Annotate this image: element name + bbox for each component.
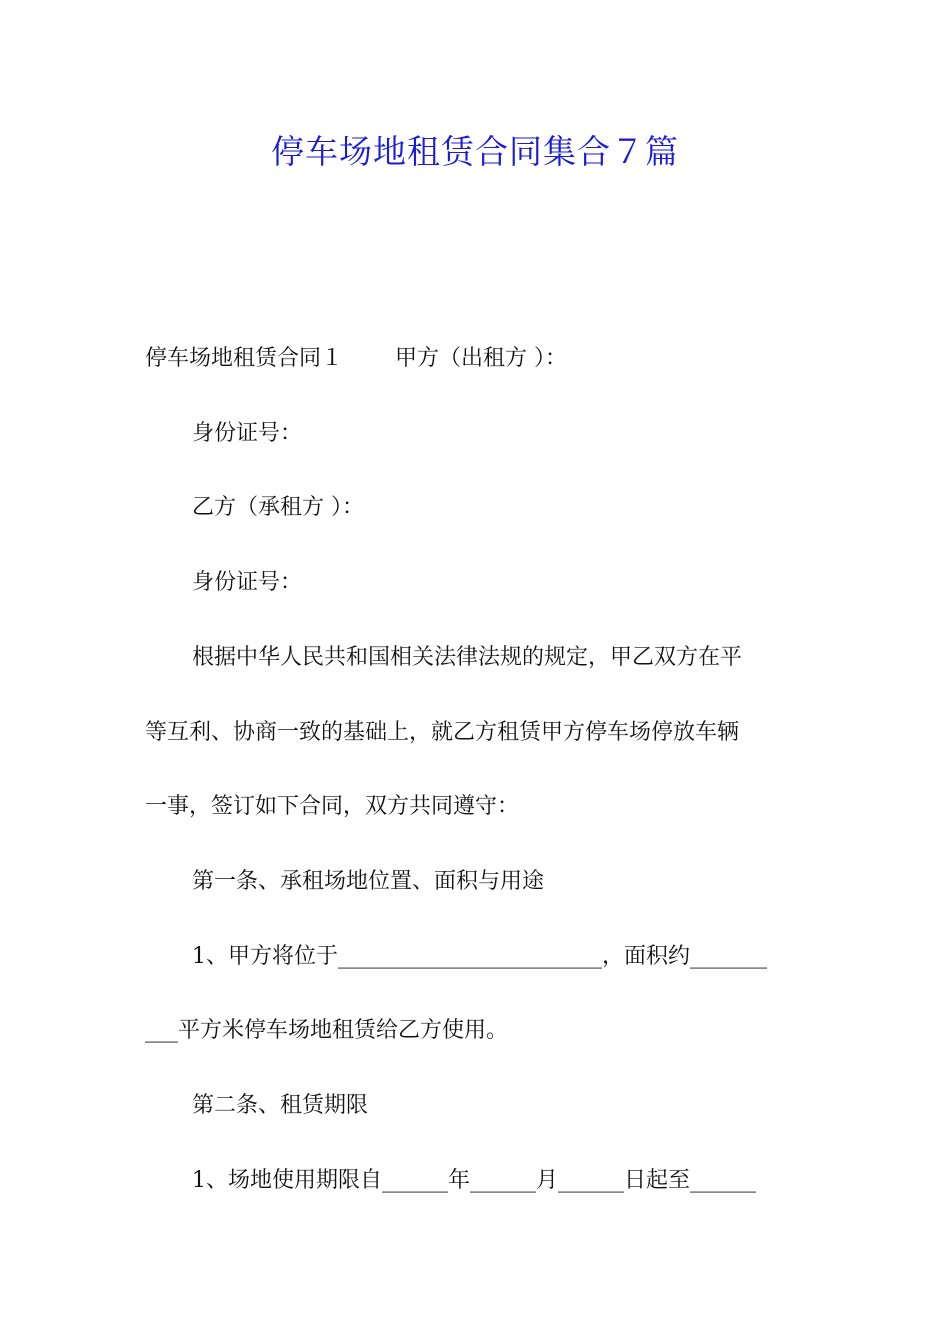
- article-heading: 第一条、承租场地位置、面积与用途: [192, 869, 545, 894]
- party-b-id-label: 身份证号：: [192, 570, 303, 595]
- document-title: 停车场地租赁合同集合７篇: [271, 132, 679, 171]
- paragraph-line: 1、场地使用期限自______年______月______日起至______: [192, 1168, 756, 1193]
- article-heading: 第二条、租赁期限: [192, 1093, 369, 1118]
- paragraph-line: [145, 344, 810, 374]
- paragraph-line: 1、甲方将位于________________________，面积约_______: [192, 944, 767, 969]
- contract-heading: 停车场地租赁合同１: [145, 346, 344, 371]
- paragraph-line: 根据中华人民共和国相关法律法规的规定，甲乙双方在平: [192, 645, 743, 670]
- paragraph-line: ___平方米停车场地租赁给乙方使用。: [145, 1018, 509, 1043]
- paragraph-line: 一事，签订如下合同，双方共同遵守：: [145, 794, 520, 819]
- party-b-label: 乙方（承租方 ）：: [192, 495, 364, 520]
- party-a-id-label: 身份证号：: [192, 421, 303, 446]
- party-a-label: 甲方（出租方 ）：: [395, 346, 568, 371]
- paragraph-line: 等互利、协商一致的基础上，就乙方租赁甲方停车场停放车辆: [145, 720, 740, 745]
